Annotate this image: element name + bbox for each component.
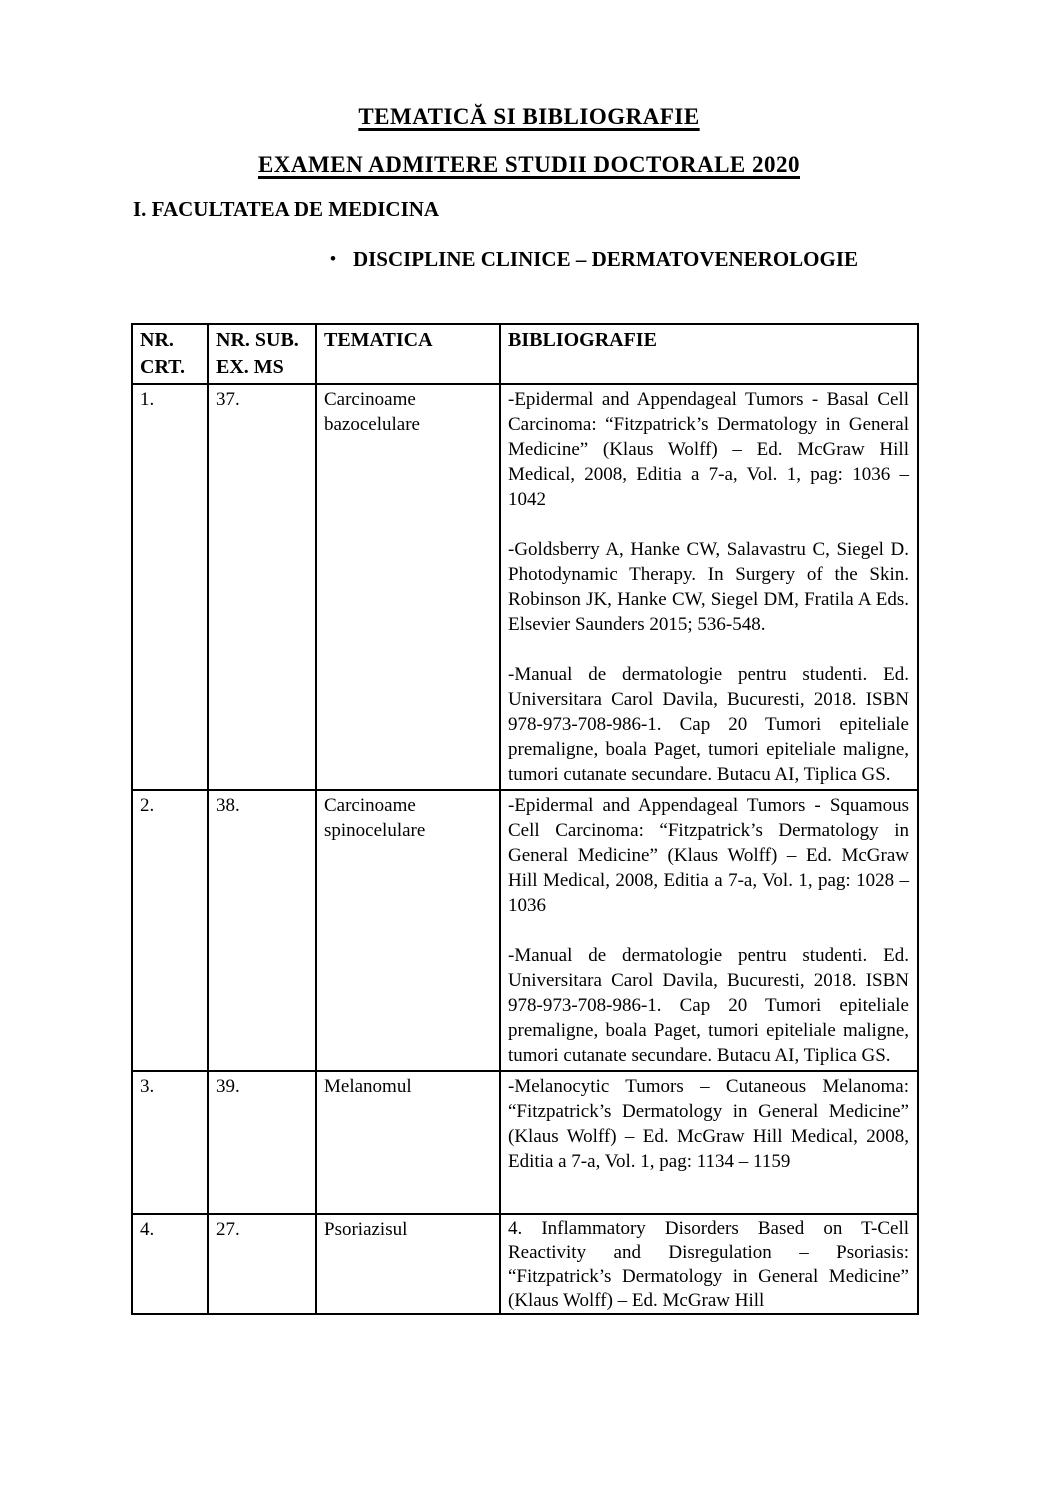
cell-nr-sub-ex-ms: 38. bbox=[208, 790, 316, 1071]
cell-nr-sub-ex-ms: 27. bbox=[208, 1214, 316, 1314]
discipline-heading: DISCIPLINE CLINICE – DERMATOVENEROLOGIE bbox=[352, 247, 859, 271]
header-bibliografie: BIBLIOGRAFIE bbox=[500, 324, 918, 384]
bibliography-paragraphs bbox=[508, 387, 909, 787]
cell-tematica: Carcinoame spinocelulare bbox=[316, 790, 500, 1071]
cell-nr-sub-ex-ms: 37. bbox=[208, 384, 316, 790]
cell-nr-crt: 4. bbox=[132, 1214, 208, 1314]
cell-tematica: Psoriazisul bbox=[316, 1214, 500, 1314]
bibliography-paragraphs bbox=[508, 1217, 909, 1311]
cell-nr-sub-ex-ms: 39. bbox=[208, 1071, 316, 1214]
cell-tematica: Melanomul bbox=[316, 1071, 500, 1214]
table-row bbox=[132, 1071, 918, 1214]
bibliography-paragraphs bbox=[508, 1074, 909, 1174]
bibliography-paragraph: -Goldsberry A, Hanke CW, Salavastru C, Siegel D. Photodynamic Therapy. In Surgery of the Skin. Robinson JK, Hanke CW, Siegel DM, Fratila A Eds. Elsevier Saunders 2015; 536-548. bbox=[508, 539, 909, 635]
document-subtitle: EXAMEN ADMITERE STUDII DOCTORALE 2020 bbox=[257, 152, 801, 177]
cell-bibliography bbox=[500, 1214, 918, 1314]
header-tematica: TEMATICA bbox=[316, 324, 500, 384]
bibliography-paragraph: -Epidermal and Appendageal Tumors - Squamous Cell Carcinoma: “Fitzpatrick’s Dermatology in General Medicine” (Klaus Wolff) – Ed. McGraw Hill Medical, 2008, Editia a 7-a, Vol. 1, pag: 1028 – 1036 bbox=[508, 795, 909, 916]
topics-table-body bbox=[132, 384, 918, 1314]
bullet-icon: • bbox=[330, 249, 336, 268]
topics-bibliography-table bbox=[131, 323, 919, 1315]
cell-bibliography bbox=[500, 384, 918, 790]
section-heading-facultatea: I. FACULTATEA DE MEDICINA bbox=[133, 197, 440, 221]
bibliography-paragraph: -Epidermal and Appendageal Tumors - Basal Cell Carcinoma: “Fitzpatrick’s Dermatology in General Medicine” (Klaus Wolff) – Ed. McGraw Hill Medical, 2008, Editia a 7-a, Vol. 1, pag: 1036 – 1042 bbox=[508, 389, 909, 510]
bibliography-paragraph: -Manual de dermatologie pentru studenti. Ed. Universitara Carol Davila, Bucuresti, 2018. ISBN 978-973-708-986-1. Cap 20 Tumori epiteliale premaligne, boala Paget, tumori epiteliale maligne, tumori cutanate secundare. Butacu AI, Tiplica GS. bbox=[508, 945, 909, 1066]
bibliography-paragraph: -Melanocytic Tumors – Cutaneous Melanoma: “Fitzpatrick’s Dermatology in General Medicine” (Klaus Wolff) – Ed. McGraw Hill Medical, 2008, Editia a 7-a, Vol. 1, pag: 1134 – 1159 bbox=[508, 1076, 909, 1172]
header-nr-sub-ex-ms: NR. SUB. EX. MS bbox=[208, 324, 316, 384]
bibliography-paragraphs bbox=[508, 793, 909, 1068]
cell-tematica: Carcinoame bazocelulare bbox=[316, 384, 500, 790]
bibliography-paragraph: -Manual de dermatologie pentru studenti. Ed. Universitara Carol Davila, Bucuresti, 2018. ISBN 978-973-708-986-1. Cap 20 Tumori epiteliale premaligne, boala Paget, tumori epiteliale maligne, tumori cutanate secundare. Butacu AI, Tiplica GS. bbox=[508, 664, 909, 785]
document-title: TEMATICĂ SI BIBLIOGRAFIE bbox=[358, 104, 700, 129]
cell-nr-crt: 2. bbox=[132, 790, 208, 1071]
cell-nr-crt: 1. bbox=[132, 384, 208, 790]
bibliography-paragraph: 4. Inflammatory Disorders Based on T-Cell Reactivity and Disregulation – Psoriasis: “Fitzpatrick’s Dermatology in General Medicine” (Klaus Wolff) – Ed. McGraw Hill bbox=[508, 1218, 909, 1311]
cell-bibliography bbox=[500, 1071, 918, 1214]
cell-nr-crt: 3. bbox=[132, 1071, 208, 1214]
table-header-row bbox=[132, 324, 918, 384]
table-row bbox=[132, 1214, 918, 1314]
header-nr-crt: NR. CRT. bbox=[132, 324, 208, 384]
table-row bbox=[132, 790, 918, 1071]
cell-bibliography bbox=[500, 790, 918, 1071]
table-row bbox=[132, 384, 918, 790]
discipline-line bbox=[330, 247, 1058, 273]
